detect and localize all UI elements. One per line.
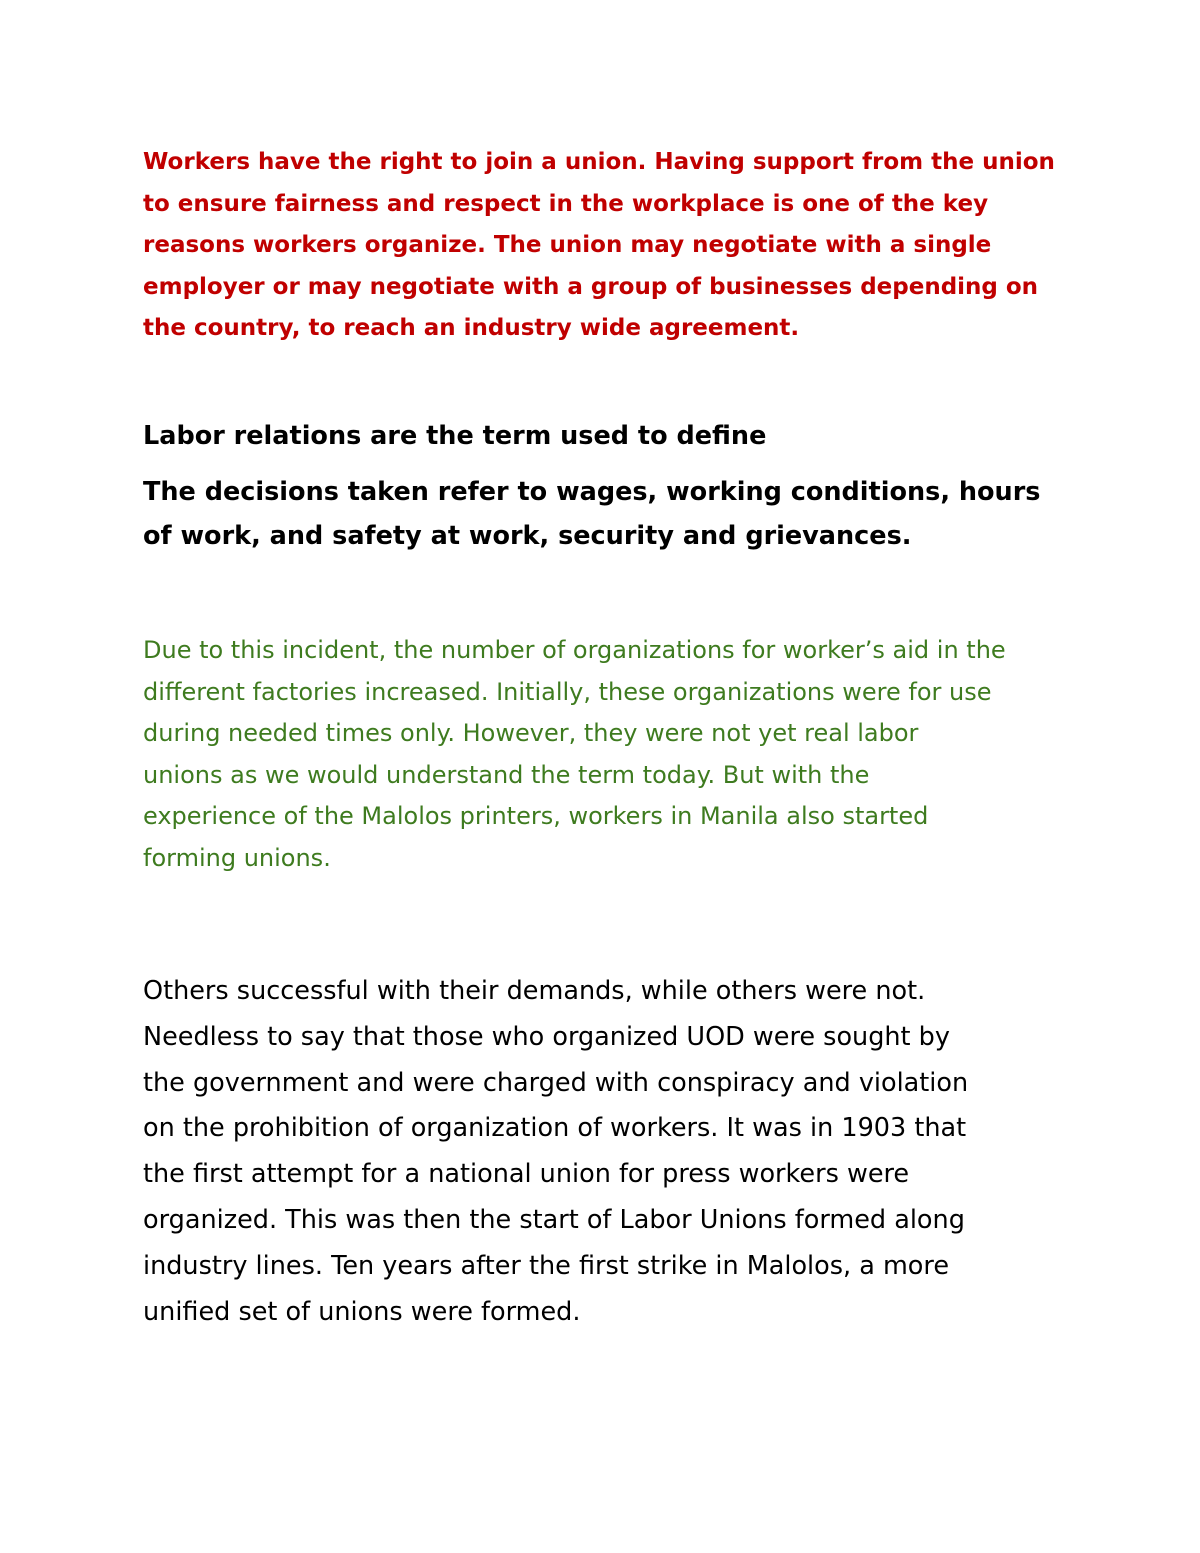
text-line: on the prohibition of organization of workers. It was in 1903 that [143,1113,967,1144]
paragraph-union-rights [143,142,1073,350]
text-line: forming unions. [143,843,331,872]
heading-line: Labor relations are the term used to define [143,421,767,451]
heading-labor-relations [143,414,1073,558]
spacer [143,458,1073,470]
text-line: employer or may negotiate with a group of businesses depending on [143,273,1039,300]
paragraph-labor-unions-history [143,969,1073,1335]
text-line: Others successful with their demands, while others were not. [143,976,926,1006]
text-line: reasons workers organize. The union may negotiate with a single [143,232,992,258]
text-line: to ensure fairness and respect in the workplace is one of the key [143,190,989,217]
text-line: unions as we would understand the term today. But with the [143,760,870,789]
text-line: during needed times only. However, they were not yet real labor [143,719,919,747]
text-line: Needless to say that those who organized UOD were sought by [143,1021,950,1052]
text-line: the country, to reach an industry wide agreement. [143,315,800,341]
text-line: experience of the Malolos printers, workers in Manila also started [143,802,929,830]
text-line: the first attempt for a national union for press workers were [143,1159,910,1190]
heading-line: The decisions taken refer to wages, working conditions, hours [143,477,1041,507]
text-line: Workers have the right to join a union. Having support from the union [143,149,1055,175]
text-line: organized. This was then the start of Labor Unions formed along [143,1204,965,1235]
paragraph-worker-organizations [143,630,1073,879]
text-line: the government and were charged with conspiracy and violation [143,1067,969,1098]
text-line: different factories increased. Initially, these organizations were for use [143,677,992,706]
text-line: industry lines. Ten years after the first strike in Malolos, a more [143,1250,950,1281]
text-line: unified set of unions were formed. [143,1296,581,1327]
heading-line: of work, and safety at work, security and grievances. [143,521,912,551]
text-line: Due to this incident, the number of organizations for worker’s aid in the [143,636,1006,664]
